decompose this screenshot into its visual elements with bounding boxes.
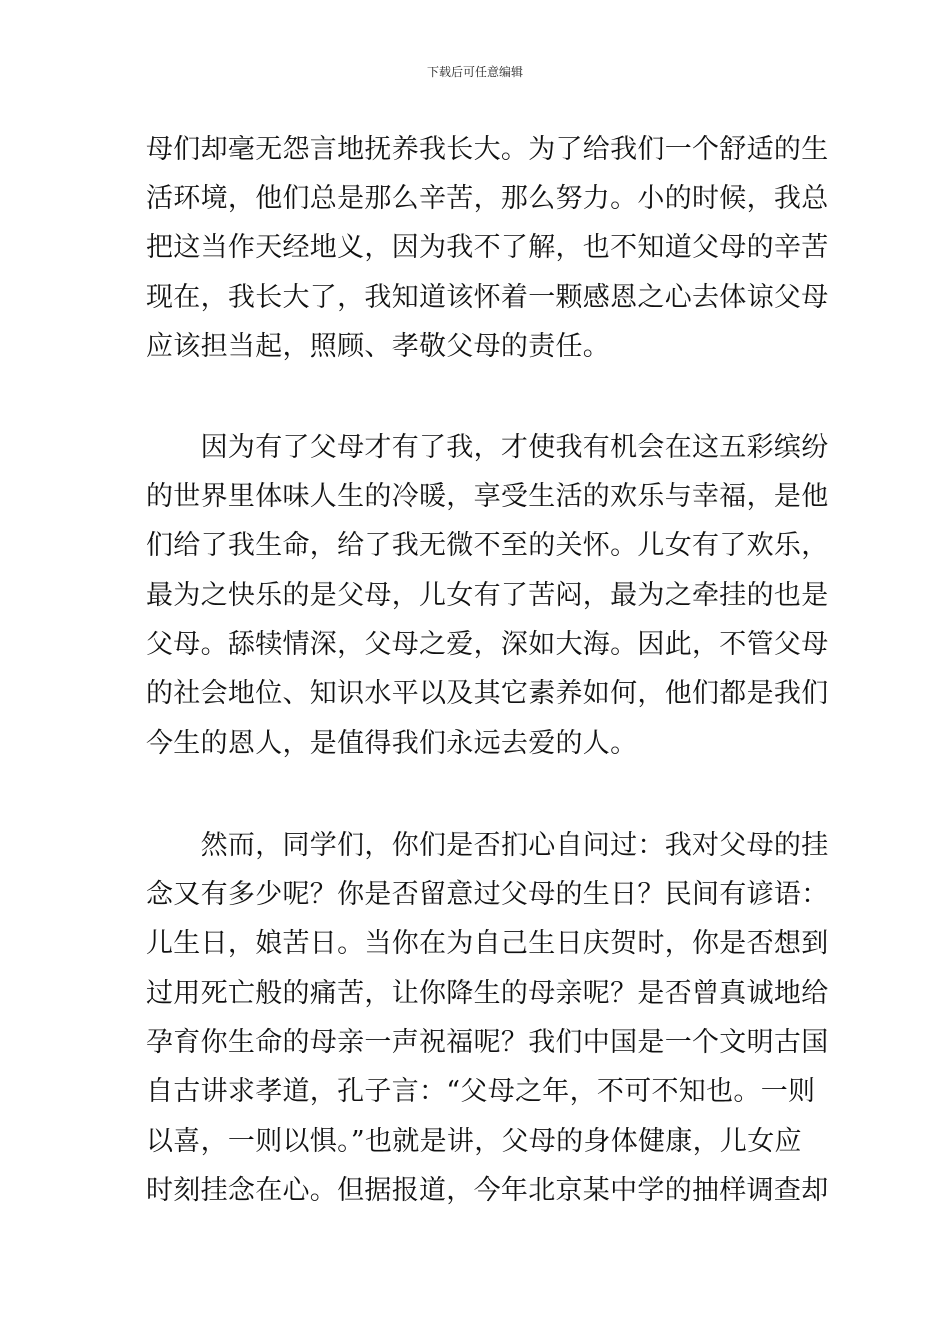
text-line: 把这当作天经地义，因为我不了解，也不知道父母的辛苦 xyxy=(146,232,829,263)
text-line: 过用死亡般的痛苦，让你降生的母亲呢？是否曾真诚地给 xyxy=(146,978,829,1009)
text-line: 最为之快乐的是父母，儿女有了苦闷，最为之牵挂的也是 xyxy=(146,580,829,611)
text-line: 儿生日，娘苦日。当你在为自己生日庆贺时，你是否想到 xyxy=(146,928,829,959)
page-header: 下载后可任意编辑 xyxy=(426,65,523,79)
text-line: 因为有了父母才有了我，才使我有机会在这五彩缤纷 xyxy=(146,432,829,463)
text-line: 孕育你生命的母亲一声祝福呢？我们中国是一个文明古国 xyxy=(146,1027,829,1058)
text-line: 现在，我长大了，我知道该怀着一颗感恩之心去体谅父母 xyxy=(146,282,829,313)
text-line: 活环境，他们总是那么辛苦，那么努力。小的时候，我总 xyxy=(146,183,829,214)
text-line: 以喜，一则以惧。”也就是讲，父母的身体健康，儿女应 xyxy=(146,1126,802,1157)
text-line: 母们却毫无怨言地抚养我长大。为了给我们一个舒适的生 xyxy=(146,134,829,165)
text-line: 们给了我生命，给了我无微不至的关怀。儿女有了欢乐， xyxy=(146,530,829,561)
text-line: 时刻挂念在心。但据报道，今年北京某中学的抽样调查却 xyxy=(146,1175,829,1206)
text-line: 自古讲求孝道，孔子言：“父母之年，不可不知也。一则 xyxy=(146,1076,816,1107)
text-line: 的社会地位、知识水平以及其它素养如何，他们都是我们 xyxy=(146,678,829,709)
text-line: 今生的恩人，是值得我们永远去爱的人。 xyxy=(146,728,638,759)
text-line: 念又有多少呢？你是否留意过父母的生日？民间有谚语： xyxy=(146,879,829,910)
text-line: 的世界里体味人生的冷暖，享受生活的欢乐与幸福，是他 xyxy=(146,481,829,512)
text-line: 然而，同学们，你们是否扪心自问过：我对父母的挂 xyxy=(146,830,829,861)
text-line: 应该担当起，照顾、孝敬父母的责任。 xyxy=(146,331,611,362)
text-line: 父母。舔犊情深，父母之爱，深如大海。因此，不管父母 xyxy=(146,629,829,660)
